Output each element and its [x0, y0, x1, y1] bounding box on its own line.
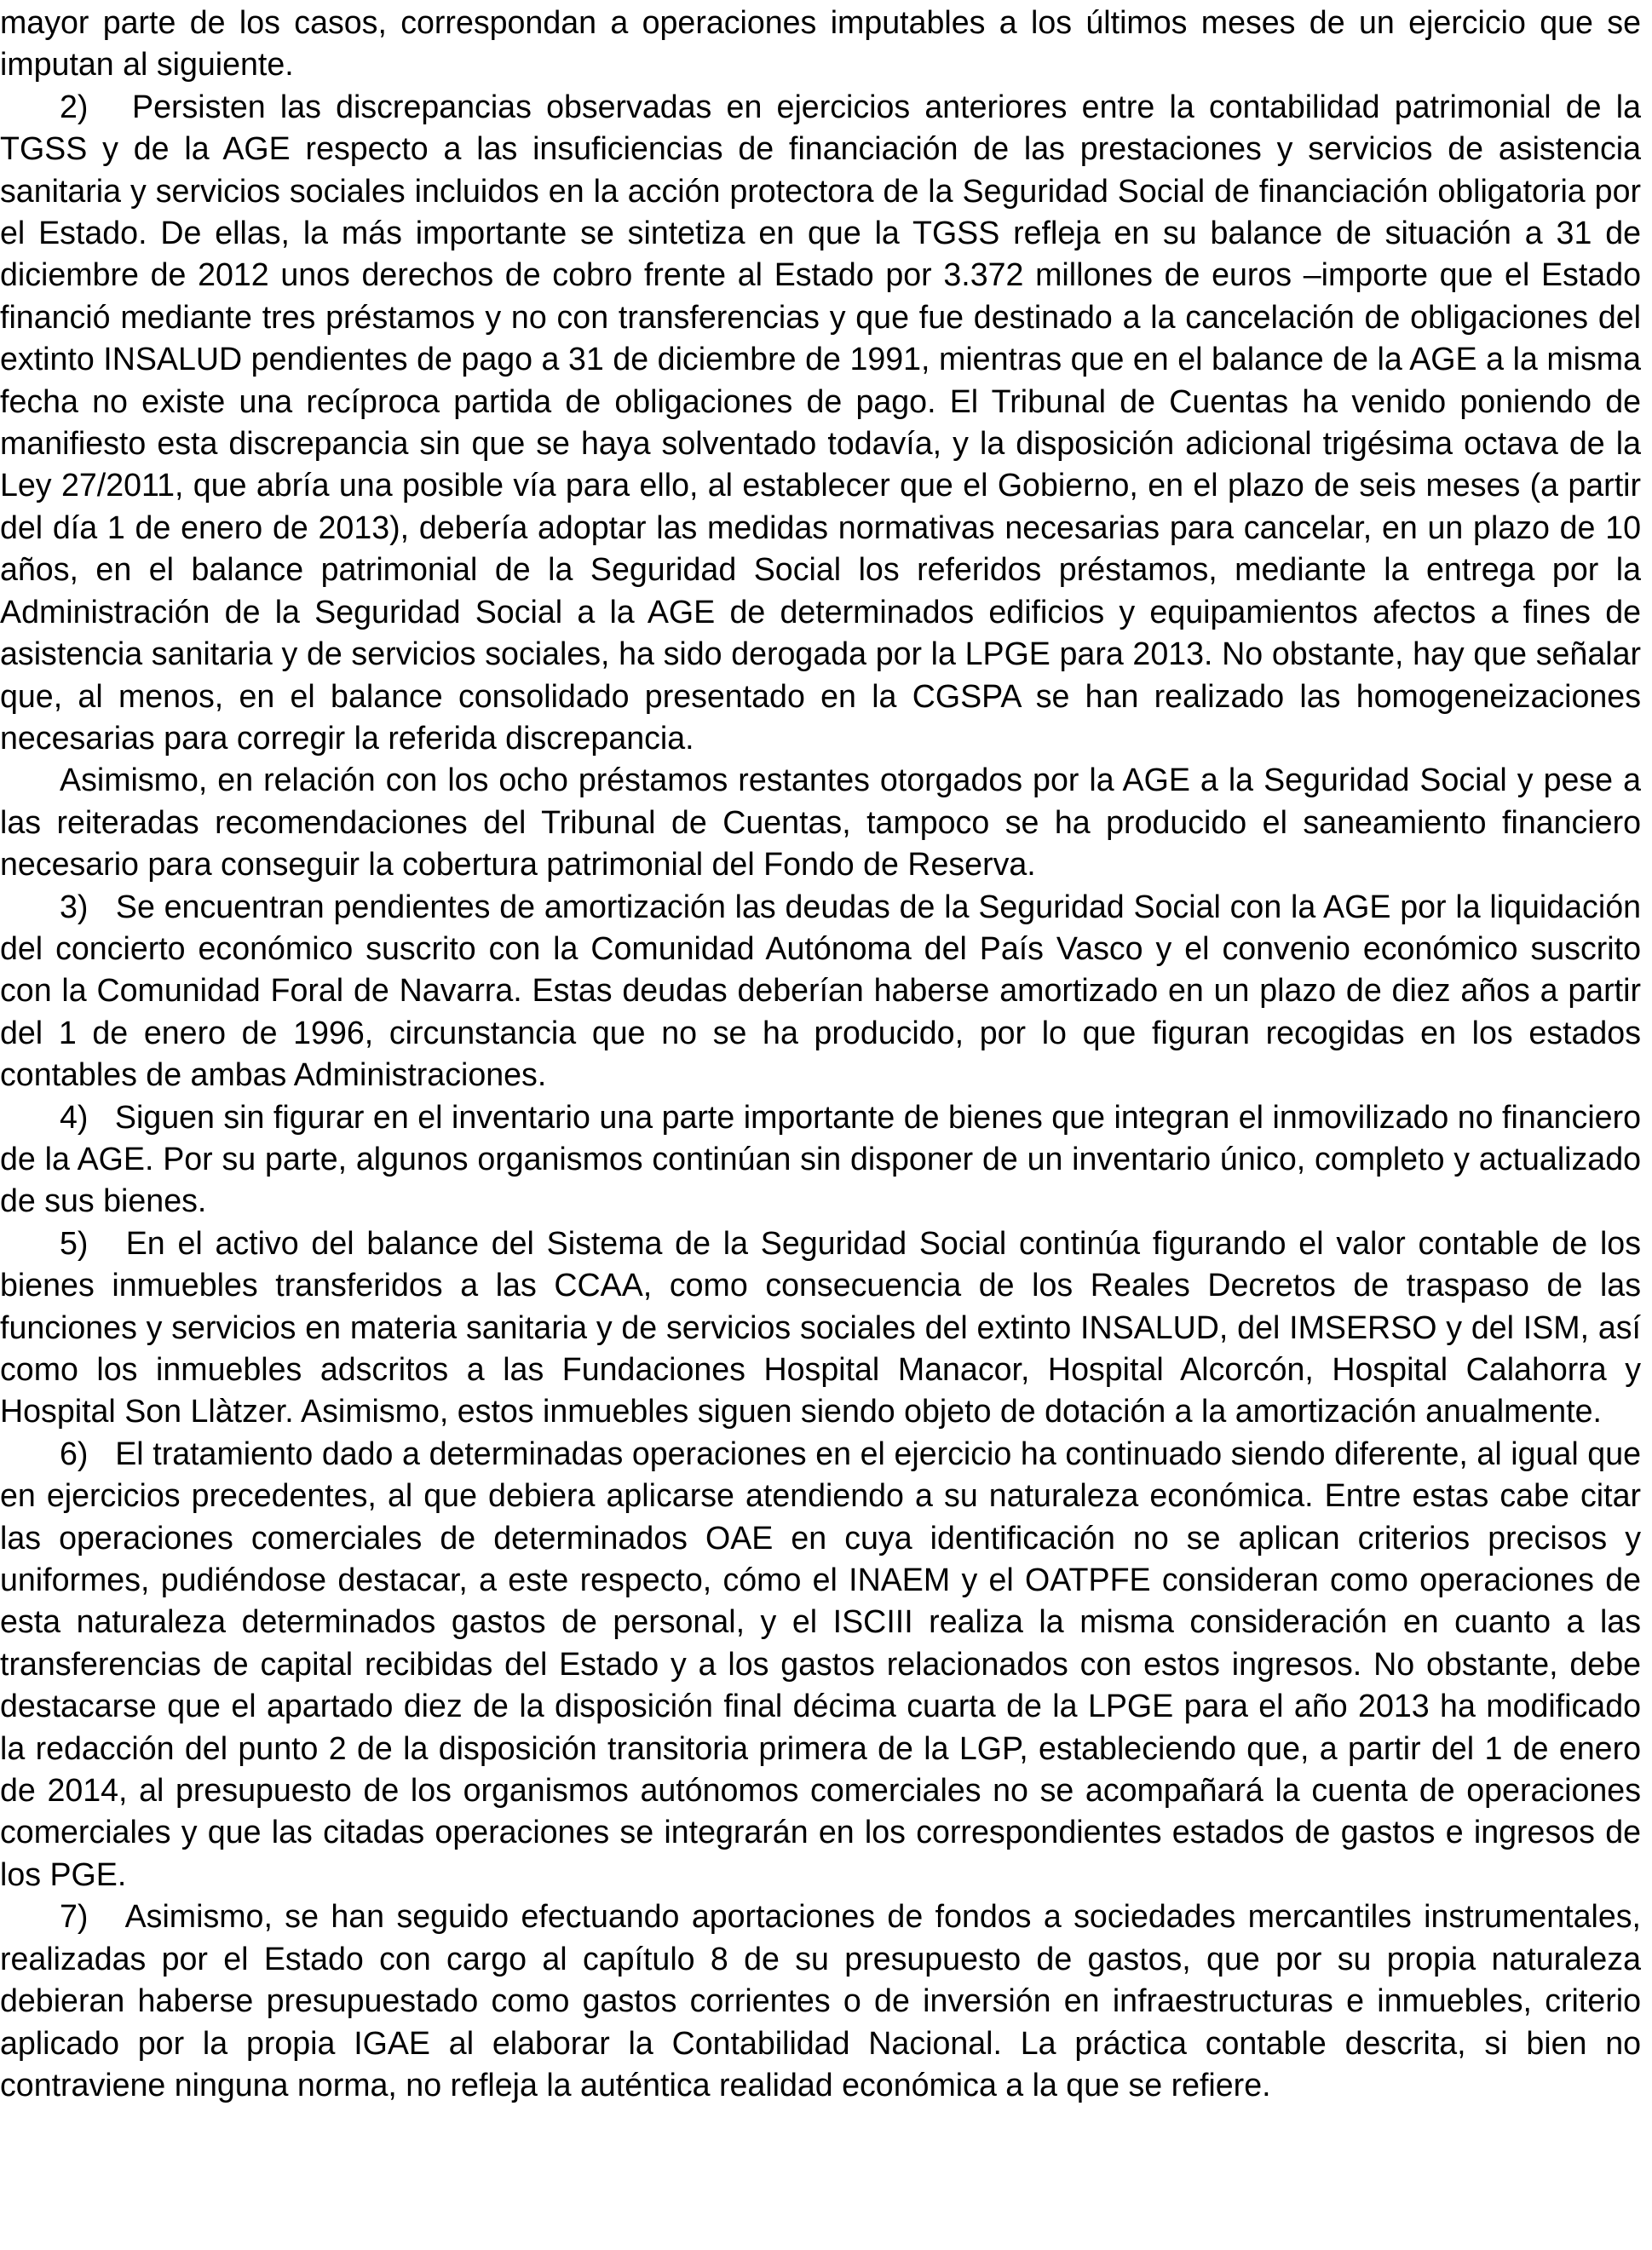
- paragraph-item-4: 4) Siguen sin figurar en el inventario una parte importante de bienes que integran el inmovilizado no financiero de la AGE. Por su parte, algunos organismos continúan sin disponer de un inventario único, completo y actualizado de sus bienes.: [0, 1098, 1641, 1219]
- paragraph-item-2: 2) Persisten las discrepancias observadas en ejercicios anteriores entre la contabilidad patrimonial de la TGSS y de la AGE respecto a las insuficiencias de financiación de las prestaciones y servicios de asistencia sanitaria y servicios sociales incluidos en la acción protectora de la Seguridad Social de financiación obligatoria por el Estado. De ellas, la más importante se sintetiza en que la TGSS refleja en su balance de situación a 31 de diciembre de 2012 unos derechos de cobro frente al Estado por 3.372 millones de euros –importe que el Estado financió mediante tres préstamos y no con transferencias y que fue destinado a la cancelación de obligaciones del extinto INSALUD pendientes de pago a 31 de diciembre de 1991, mientras que en el balance de la AGE a la misma fecha no existe una recíproca partida de obligaciones de pago. El Tribunal de Cuentas ha venido poniendo de manifiesto esta discrepancia sin que se haya solventado todavía, y la disposición adicional trigésima octava de la Ley 27/2011, que abría una posible vía para ello, al establecer que el Gobierno, en el plazo de seis meses (a partir del día 1 de enero de 2013), debería adoptar las medidas normativas necesarias para cancelar, en un plazo de 10 años, en el balance patrimonial de la Seguridad Social los referidos préstamos, mediante la entrega por la Administración de la Seguridad Social a la AGE de determinados edificios y equipamientos afectos a fines de asistencia sanitaria y de servicios sociales, ha sido derogada por la LPGE para 2013. No obstante, hay que señalar que, al menos, en el balance consolidado presentado en la CGSPA se han realizado las homogeneizaciones necesarias para corregir la referida discrepancia.: [0, 88, 1641, 756]
- paragraph-continuation: mayor parte de los casos, correspondan a operaciones imputables a los últimos meses de un ejercicio que se imputan al siguiente.: [0, 4, 1641, 83]
- paragraph-asimismo: Asimismo, en relación con los ocho préstamos restantes otorgados por la AGE a la Seguridad Social y pese a las reiteradas recomendaciones del Tribunal de Cuentas, tampoco se ha producido el saneamiento financiero necesario para conseguir la cobertura patrimonial del Fondo de Reserva.: [0, 762, 1641, 883]
- paragraph-item-3: 3) Se encuentran pendientes de amortización las deudas de la Seguridad Social con la AGE por la liquidación del concierto económico suscrito con la Comunidad Autónoma del País Vasco y el convenio económico suscrito con la Comunidad Foral de Navarra. Estas deudas deberían haberse amortizado en un plazo de diez años a partir del 1 de enero de 1996, circunstancia que no se ha producido, por lo que figuran recogidas en los estados contables de ambas Administraciones.: [0, 888, 1641, 1093]
- paragraph-item-6: 6) El tratamiento dado a determinadas operaciones en el ejercicio ha continuado siendo diferente, al igual que en ejercicios precedentes, al que debiera aplicarse atendiendo a su naturaleza económica. Entre estas cabe citar las operaciones comerciales de determinados OAE en cuya identificación no se aplican criterios precisos y uniformes, pudiéndose destacar, a este respecto, cómo el INAEM y el OATPFE consideran como operaciones de esta naturaleza determinados gastos de personal, y el ISCIII realiza la misma consideración en cuanto a las transferencias de capital recibidas del Estado y a los gastos relacionados con estos ingresos. No obstante, debe destacarse que el apartado diez de la disposición final décima cuarta de la LPGE para el año 2013 ha modificado la redacción del punto 2 de la disposición transitoria primera de la LGP, estableciendo que, a partir del 1 de enero de 2014, al presupuesto de los organismos autónomos comerciales no se acompañará la cuenta de operaciones comerciales y que las citadas operaciones se integrarán en los correspondientes estados de gastos e ingresos de los PGE.: [0, 1435, 1641, 1892]
- paragraph-item-7: 7) Asimismo, se han seguido efectuando aportaciones de fondos a sociedades mercantiles instrumentales, realizadas por el Estado con cargo al capítulo 8 de su presupuesto de gastos, que por su propia naturaleza debieran haberse presupuestado como gastos corrientes o de inversión en infraestructuras e inmuebles, criterio aplicado por la propia IGAE al elaborar la Contabilidad Nacional. La práctica contable descrita, si bien no contraviene ninguna norma, no refleja la auténtica realidad económica a la que se refiere.: [0, 1898, 1641, 2103]
- paragraph-item-5: 5) En el activo del balance del Sistema de la Seguridad Social continúa figurando el valor contable de los bienes inmuebles transferidos a las CCAA, como consecuencia de los Reales Decretos de traspaso de las funciones y servicios en materia sanitaria y de servicios sociales del extinto INSALUD, del IMSERSO y del ISM, así como los inmuebles adscritos a las Fundaciones Hospital Manacor, Hospital Alcorcón, Hospital Calahorra y Hospital Son Llàtzer. Asimismo, estos inmuebles siguen siendo objeto de dotación a la amortización anualmente.: [0, 1224, 1641, 1430]
- document-page: [0, 2, 1641, 2106]
